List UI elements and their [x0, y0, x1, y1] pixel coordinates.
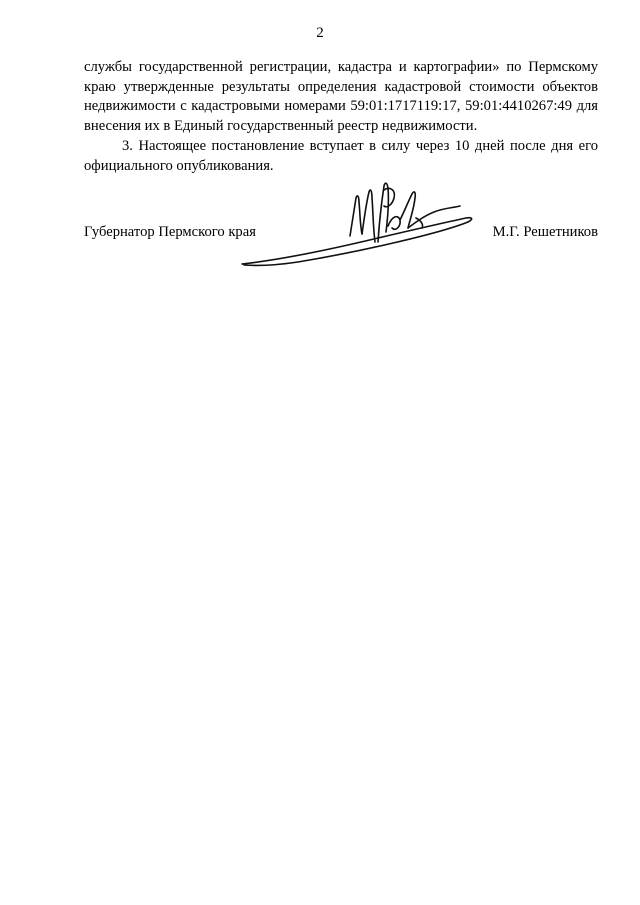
document-body: [84, 58, 598, 176]
paragraph-continuation: службы государственной регистрации, кадастра и картографии» по Пермскому краю утвержденные результаты определения кадастровой стоимости объектов недвижимости с кадастровыми номерами 59:01:1717119:17, 59:01:4410267:49 для внесения их в Единый государственный реестр недвижимости.: [84, 59, 598, 135]
signature-block: [84, 222, 598, 244]
paragraph-effective-date: 3. Настоящее постановление вступает в силу через 10 дней после дня его официального опубликования.: [84, 137, 598, 174]
page-number: 2: [316, 25, 324, 41]
signer-name: М.Г. Решетников: [492, 224, 598, 240]
signer-position: Губернатор Пермского края: [84, 224, 256, 240]
